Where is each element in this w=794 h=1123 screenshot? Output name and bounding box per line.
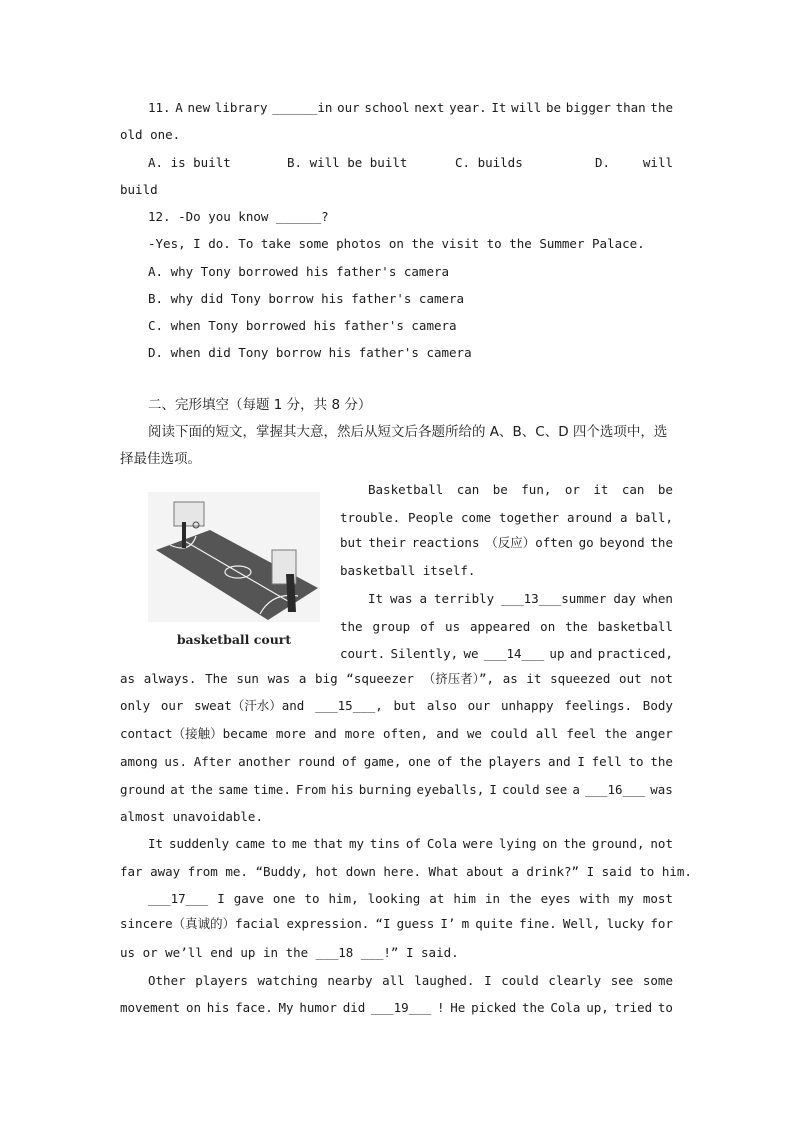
word: time. <box>253 782 291 797</box>
passage-line <box>120 698 673 714</box>
word: as <box>120 671 136 686</box>
word: on <box>540 619 556 634</box>
q12-option-a[interactable]: A. why Tony borrowed his father's camera <box>148 264 450 279</box>
word: watching <box>257 973 318 988</box>
word: can <box>456 482 480 497</box>
word: trouble. <box>340 510 401 525</box>
instruction-text-1: 阅读下面的短文，掌握其大意，然后从短文后各题所给的 A、B、C、D 四个选项中，选 <box>148 424 668 440</box>
word: the <box>650 100 673 115</box>
word: my <box>618 891 634 906</box>
passage-line <box>148 836 673 852</box>
word: day <box>613 591 636 606</box>
word: It <box>368 591 384 606</box>
word: Body <box>642 698 673 713</box>
q12-option-d[interactable]: D. when did Tony borrow his father's camera <box>148 345 472 360</box>
word: us. <box>164 754 187 769</box>
word: or <box>564 482 580 497</box>
word: us <box>445 619 461 634</box>
passage-line <box>120 726 673 742</box>
word: we <box>466 726 482 741</box>
word: was <box>650 782 673 797</box>
section-heading: 二、完形填空（每题 1 分，共 8 分） <box>148 397 372 413</box>
word: were <box>462 836 493 851</box>
word: practiced, <box>597 646 673 661</box>
word: the <box>522 1000 545 1015</box>
q11-option-c[interactable]: C. builds <box>455 155 523 170</box>
word: “I <box>375 916 391 931</box>
word: I <box>217 891 225 906</box>
word: the <box>459 754 482 769</box>
q11-stem-line1 <box>148 100 673 116</box>
word: ground <box>120 782 166 797</box>
word: ___16___ <box>584 782 646 797</box>
word: out <box>619 671 642 686</box>
word: came <box>235 836 266 851</box>
passage-line: basketball itself. <box>340 563 476 578</box>
basketball-court-image <box>148 492 320 627</box>
word: ___17___ <box>148 891 209 906</box>
word: and <box>314 726 337 741</box>
word: the <box>190 782 213 797</box>
word: to <box>657 1000 673 1015</box>
word: appeared <box>470 619 531 634</box>
word: clearly <box>548 973 602 988</box>
word: laughed. <box>414 973 475 988</box>
word: next <box>414 100 445 115</box>
word: fell <box>591 754 622 769</box>
word: around <box>567 510 613 525</box>
word: Basketball <box>368 482 444 497</box>
word: big <box>315 671 338 686</box>
word: unhappy <box>500 698 554 713</box>
word: me <box>292 836 308 851</box>
word: among <box>120 754 158 769</box>
section-instruction-line2: 择最佳选项。 <box>120 451 201 467</box>
word: him <box>453 891 476 906</box>
word: at <box>429 891 445 906</box>
word: ___14___ <box>483 646 545 661</box>
word: all <box>382 973 405 988</box>
passage-line <box>340 619 673 635</box>
word: A <box>175 100 183 115</box>
word: The <box>205 671 228 686</box>
q12-answer: -Yes, I do. To take some photos on the visit to the Summer Palace. <box>148 236 645 251</box>
backboard-left <box>174 502 204 526</box>
word: him, <box>328 891 359 906</box>
word: players <box>195 973 248 988</box>
word: ___13___summer <box>501 591 607 606</box>
word: see <box>610 973 634 988</box>
word: the <box>565 619 588 634</box>
word: up <box>549 646 565 661</box>
word: looking <box>367 891 421 906</box>
q11-option-d-wrap: build <box>120 182 158 197</box>
word: feelings. <box>564 698 633 713</box>
word: at <box>170 782 186 797</box>
word: I’ <box>440 916 456 931</box>
word: ______in <box>272 100 333 115</box>
word: 11. <box>148 100 171 115</box>
word: go <box>578 535 594 550</box>
word: school <box>364 100 410 115</box>
word: eyeballs, <box>416 782 485 797</box>
word: year. <box>449 100 487 115</box>
word: From <box>295 782 327 797</box>
word: up, <box>586 1000 609 1015</box>
word: our <box>467 698 491 713</box>
q11-options <box>148 155 673 171</box>
passage-line <box>120 916 673 932</box>
word: one <box>272 891 296 906</box>
word: lying <box>498 836 537 851</box>
word: did <box>342 1000 366 1015</box>
word: his <box>206 1000 230 1015</box>
word: （反应）often <box>485 535 573 550</box>
word: was <box>267 671 291 686</box>
word: some <box>642 973 673 988</box>
word: their <box>368 535 406 550</box>
word: the <box>563 836 586 851</box>
word: feel <box>566 726 597 741</box>
word: not <box>650 836 673 851</box>
word: his <box>331 782 354 797</box>
word: expression. <box>286 916 370 931</box>
figure-caption: basketball court <box>176 632 292 647</box>
word: a <box>419 591 428 606</box>
q12-option-c[interactable]: C. when Tony borrowed his father's camera <box>148 318 457 333</box>
q11-stem-line2: old one. <box>120 127 181 142</box>
word: be <box>492 482 508 497</box>
passage-line <box>340 535 673 551</box>
word: it <box>593 482 609 497</box>
word: squeezed <box>550 671 611 686</box>
passage-line <box>148 973 673 989</box>
word: nearby <box>327 973 373 988</box>
word: the <box>650 754 673 769</box>
word: one <box>408 754 431 769</box>
word: eyes <box>540 891 571 906</box>
word: reactions <box>411 535 480 550</box>
word: basketball <box>597 619 673 634</box>
word: He <box>450 1000 466 1015</box>
word: ! <box>437 1000 445 1015</box>
passage-line <box>120 1000 673 1016</box>
word: only <box>120 698 151 713</box>
word: our <box>337 100 360 115</box>
q11-option-d-text: will <box>642 155 673 170</box>
word: to <box>628 754 644 769</box>
word: most <box>642 891 673 906</box>
passage-line: almost unavoidable. <box>120 809 263 824</box>
word: all <box>535 726 559 741</box>
word: to <box>271 836 287 851</box>
word: People <box>408 510 454 525</box>
word: group <box>372 619 411 634</box>
word: and <box>436 726 459 741</box>
passage-line <box>368 591 673 607</box>
passage-line <box>120 671 673 687</box>
word: picked <box>471 1000 517 1015</box>
word: be <box>657 482 673 497</box>
word: Other <box>148 973 186 988</box>
passage-line: us or we’ll end up in the ___18 ___!” I said. <box>120 945 459 960</box>
word: beyond <box>599 535 645 550</box>
word: always. <box>143 671 197 686</box>
word: in <box>484 891 500 906</box>
passage-line: far away from me. “Buddy, hot down here. What about a drink?” I said to him. <box>120 864 692 879</box>
word: than <box>615 100 646 115</box>
passage-line <box>120 782 673 798</box>
q11-option-b[interactable]: B. will be built <box>287 155 408 170</box>
word: on <box>185 1000 202 1015</box>
word: movement <box>120 1000 181 1015</box>
word: sun <box>236 671 259 686</box>
word: game, <box>363 754 402 769</box>
word: of <box>341 754 357 769</box>
word: often, <box>382 726 429 741</box>
word: be <box>545 100 562 115</box>
word: that <box>312 836 344 851</box>
word: quite <box>475 916 513 931</box>
word: could <box>501 973 539 988</box>
word: for <box>650 916 673 931</box>
word: of <box>405 836 421 851</box>
word: and <box>569 646 593 661</box>
word: fun, <box>521 482 552 497</box>
word: come <box>461 510 492 525</box>
word: could <box>489 726 528 741</box>
word: humor <box>299 1000 337 1015</box>
word: not <box>650 671 673 686</box>
word: also <box>426 698 457 713</box>
word: was <box>389 591 413 606</box>
word: Cola <box>550 1000 581 1015</box>
word: of <box>437 754 453 769</box>
word: tins <box>369 836 401 851</box>
word: my <box>348 836 365 851</box>
word: more <box>275 726 307 741</box>
word: suddenly <box>168 836 230 851</box>
word: I <box>489 782 497 797</box>
word: It <box>491 100 507 115</box>
word: tried <box>614 1000 653 1015</box>
word: another <box>238 754 291 769</box>
word: a <box>572 782 580 797</box>
passage-line <box>120 754 673 770</box>
word: gave <box>233 891 264 906</box>
basketball-court-figure <box>148 492 320 650</box>
word: After <box>193 754 232 769</box>
word: ___19___ <box>371 1000 432 1015</box>
word: ground, <box>591 836 645 851</box>
word: fine. <box>519 916 557 931</box>
word: I <box>577 754 585 769</box>
word: as <box>502 671 518 686</box>
word: could <box>501 782 540 797</box>
passage-line <box>340 646 673 662</box>
word: Silently, <box>390 646 459 661</box>
word: together <box>498 510 560 525</box>
word: guess <box>396 916 435 931</box>
word: library <box>214 100 268 115</box>
word: of <box>420 619 436 634</box>
word: My <box>278 1000 294 1015</box>
word: It <box>148 836 164 851</box>
word: will <box>511 100 542 115</box>
word: the <box>650 535 673 550</box>
word: （挤压者）”, <box>422 671 495 686</box>
q12-stem: 12. -Do you know ______? <box>148 209 329 224</box>
word: burning <box>358 782 412 797</box>
word: can <box>621 482 645 497</box>
word: the <box>340 619 363 634</box>
word: sincere（真诚的）facial <box>120 916 281 931</box>
word: terribly <box>433 591 495 606</box>
word: a <box>620 510 628 525</box>
q11-option-a[interactable]: A. is built <box>148 155 231 170</box>
word: and <box>548 754 571 769</box>
word: new <box>187 100 211 115</box>
passage-line <box>340 510 673 526</box>
word: same <box>218 782 249 797</box>
word: to <box>304 891 320 906</box>
word: but <box>340 535 363 550</box>
q12-option-b[interactable]: B. why did Tony borrow his father's camera <box>148 291 465 306</box>
word: ___15___, <box>315 698 383 713</box>
word: round <box>297 754 336 769</box>
word: bigger <box>565 100 611 115</box>
word: on <box>542 836 558 851</box>
word: anger <box>635 726 673 741</box>
word: I <box>484 973 492 988</box>
word: see <box>544 782 568 797</box>
word: ball, <box>635 510 673 525</box>
section-instruction-line1 <box>148 424 673 440</box>
word: but <box>393 698 417 713</box>
word: the <box>509 891 532 906</box>
word: Cola <box>426 836 457 851</box>
word: m <box>461 916 470 931</box>
post-left <box>182 522 186 548</box>
word: court. <box>340 646 386 661</box>
word: Well, <box>562 916 601 931</box>
passage-line <box>148 891 673 907</box>
word: our <box>160 698 184 713</box>
passage-line <box>368 482 673 498</box>
word: more <box>344 726 375 741</box>
word: when <box>642 591 673 606</box>
q11-option-d[interactable]: D. <box>595 155 611 170</box>
word: players <box>488 754 542 769</box>
word: face. <box>235 1000 273 1015</box>
word: with <box>579 891 610 906</box>
word: it <box>526 671 542 686</box>
word: “squeezer <box>346 671 415 686</box>
word: lucky <box>606 916 645 931</box>
word: a <box>298 671 307 686</box>
word: we <box>463 646 479 661</box>
word: contact（接触）became <box>120 726 268 741</box>
word: the <box>604 726 628 741</box>
word: sweat（汗水）and <box>194 698 305 713</box>
